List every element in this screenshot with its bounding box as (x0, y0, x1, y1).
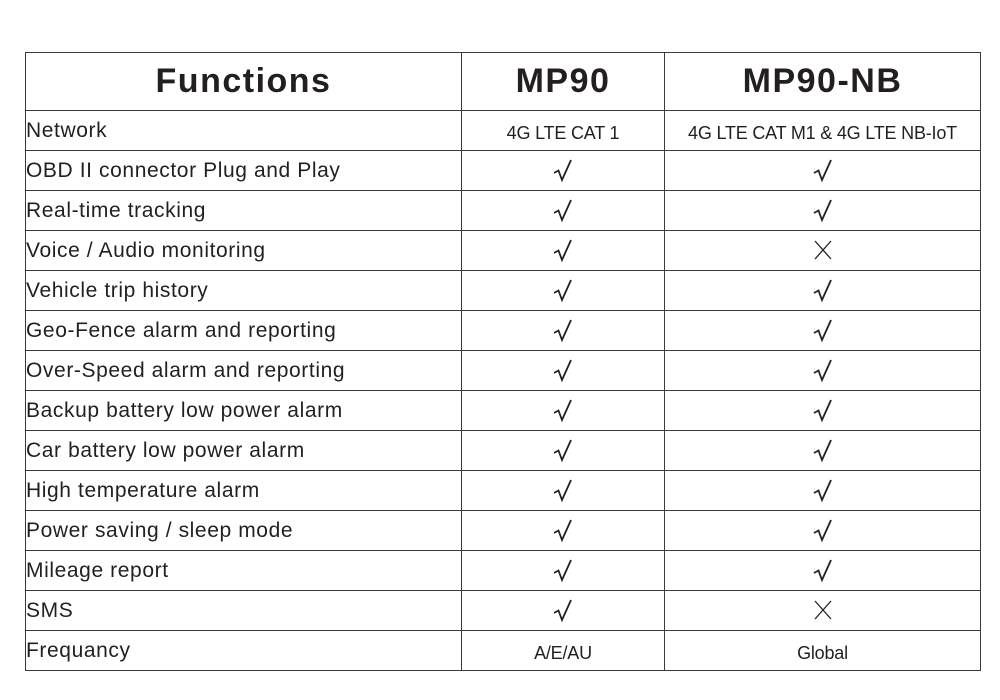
mp90-value-cell (462, 511, 665, 551)
check-icon (665, 278, 980, 304)
table-row (26, 311, 981, 351)
check-icon (462, 278, 664, 304)
mp90nb-value-text: 4G LTE CAT M1 & 4G LTE NB-IoT (688, 123, 957, 143)
header-mp90: MP90 (462, 53, 665, 111)
function-name: SMS (26, 591, 462, 631)
table-row (26, 471, 981, 511)
table-row (26, 511, 981, 551)
mp90-value-cell (462, 351, 665, 391)
mp90nb-value-cell (665, 191, 981, 231)
check-icon (462, 438, 664, 464)
table-body (26, 111, 981, 671)
mp90-value-text: 4G LTE CAT 1 (506, 123, 620, 143)
check-icon (665, 438, 980, 464)
check-icon (462, 158, 664, 184)
function-name: Over-Speed alarm and reporting (26, 351, 462, 391)
mp90nb-value-cell (665, 231, 981, 271)
mp90-value-cell (462, 271, 665, 311)
check-icon (462, 558, 664, 584)
mp90-value-cell (462, 431, 665, 471)
mp90-value-cell (462, 551, 665, 591)
check-icon (665, 318, 980, 344)
check-icon (665, 478, 980, 504)
check-icon (462, 318, 664, 344)
function-name: Frequancy (26, 631, 462, 671)
check-icon (462, 598, 664, 624)
mp90-value-cell (462, 231, 665, 271)
cross-icon (665, 238, 980, 264)
check-icon (665, 398, 980, 424)
mp90-value-cell (462, 591, 665, 631)
mp90-value-cell (462, 111, 665, 151)
mp90nb-value-cell (665, 471, 981, 511)
table-row (26, 431, 981, 471)
function-name: Network (26, 111, 462, 151)
mp90nb-value-cell (665, 391, 981, 431)
header-mp90nb: MP90-NB (665, 53, 981, 111)
mp90-value-cell (462, 151, 665, 191)
check-icon (665, 158, 980, 184)
check-icon (462, 238, 664, 264)
mp90nb-value-cell (665, 551, 981, 591)
check-icon (665, 518, 980, 544)
mp90nb-value-cell (665, 351, 981, 391)
mp90nb-value-cell (665, 431, 981, 471)
function-name: OBD II connector Plug and Play (26, 151, 462, 191)
header-row (26, 53, 981, 111)
mp90-value-cell (462, 311, 665, 351)
table-row (26, 231, 981, 271)
table-row (26, 631, 981, 671)
table-row (26, 551, 981, 591)
mp90nb-value-cell (665, 511, 981, 551)
check-icon (462, 358, 664, 384)
check-icon (665, 358, 980, 384)
function-name: Voice / Audio monitoring (26, 231, 462, 271)
function-name: Vehicle trip history (26, 271, 462, 311)
comparison-table (25, 52, 981, 671)
table-row (26, 351, 981, 391)
mp90nb-value-cell (665, 271, 981, 311)
check-icon (462, 398, 664, 424)
table-row (26, 591, 981, 631)
table-row (26, 271, 981, 311)
mp90nb-value-cell (665, 111, 981, 151)
function-name: Power saving / sleep mode (26, 511, 462, 551)
check-icon (462, 478, 664, 504)
function-name: Mileage report (26, 551, 462, 591)
table-row (26, 391, 981, 431)
table-row (26, 111, 981, 151)
function-name: Geo-Fence alarm and reporting (26, 311, 462, 351)
mp90-value-cell (462, 471, 665, 511)
mp90nb-value-cell (665, 311, 981, 351)
mp90nb-value-cell (665, 151, 981, 191)
function-name: High temperature alarm (26, 471, 462, 511)
mp90nb-value-text: Global (797, 643, 848, 663)
function-name: Car battery low power alarm (26, 431, 462, 471)
table-row (26, 151, 981, 191)
function-name: Backup battery low power alarm (26, 391, 462, 431)
mp90nb-value-cell (665, 631, 981, 671)
mp90-value-cell (462, 631, 665, 671)
function-name: Real-time tracking (26, 191, 462, 231)
check-icon (665, 198, 980, 224)
mp90-value-cell (462, 391, 665, 431)
cross-icon (665, 598, 980, 624)
mp90-value-text: A/E/AU (534, 643, 592, 663)
header-functions: Functions (26, 53, 462, 111)
mp90nb-value-cell (665, 591, 981, 631)
check-icon (462, 198, 664, 224)
mp90-value-cell (462, 191, 665, 231)
table-row (26, 191, 981, 231)
check-icon (462, 518, 664, 544)
check-icon (665, 558, 980, 584)
